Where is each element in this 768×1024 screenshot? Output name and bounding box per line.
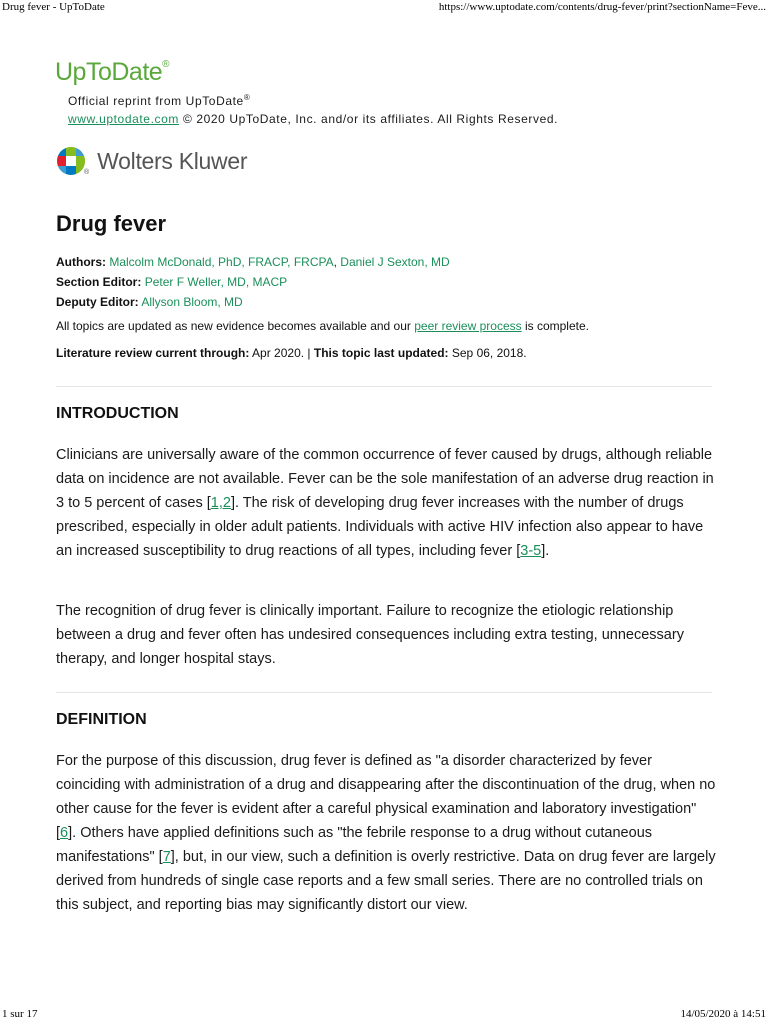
article-title: Drug fever bbox=[56, 211, 167, 236]
copyright-line bbox=[68, 110, 558, 128]
update-note bbox=[56, 319, 589, 333]
section-editor-row bbox=[56, 272, 450, 292]
print-header-title: Drug fever - UpToDate bbox=[2, 1, 105, 13]
section-editor-link[interactable]: Peter F Weller, MD, MACP bbox=[144, 275, 288, 289]
reprint-line bbox=[68, 89, 558, 110]
reference-link-1-2[interactable]: 1,2 bbox=[210, 495, 231, 511]
page-counter: 1 sur 17 bbox=[2, 1008, 38, 1020]
uptodate-site-link[interactable]: www.uptodate.com bbox=[68, 112, 179, 126]
reprint-mark: ® bbox=[243, 93, 251, 102]
peer-review-link[interactable]: peer review process bbox=[414, 319, 522, 333]
authors-row bbox=[56, 252, 450, 272]
reprint-text: Official reprint from UpToDate bbox=[68, 94, 244, 108]
definition-p1-text-c: ], but, in our view, such a definition is overly restrictive. Data on drug fever are largely derived from hundreds of single case reports and a few small series. There are no controlled trials on this subject, and reporting bias may significantly distort our view. bbox=[56, 849, 716, 913]
print-datetime: 14/05/2020 à 14:51 bbox=[680, 1008, 766, 1020]
lit-review-value: Apr 2020. | bbox=[249, 346, 314, 360]
logo-text: UpToDate bbox=[55, 58, 163, 86]
wolters-kluwer-logo bbox=[56, 146, 247, 176]
definition-paragraph-1 bbox=[56, 749, 716, 917]
article-credits bbox=[56, 252, 450, 312]
last-updated-label: This topic last updated: bbox=[313, 346, 449, 360]
definition-p1-text-a: For the purpose of this discussion, drug fever is defined as "a disorder characterized by fever coinciding with administration of a drug and disappearing after the discontinuation of the drug, when no other cause for the fever is evident after a careful physical examination and laboratory investigation" [ bbox=[56, 753, 716, 841]
copyright-text: © 2020 UpToDate, Inc. and/or its affiliates. All Rights Reserved. bbox=[182, 112, 559, 126]
last-updated-value: Sep 06, 2018. bbox=[448, 346, 527, 360]
lit-review-label: Literature review current through: bbox=[56, 346, 250, 360]
section-heading-definition: DEFINITION bbox=[56, 711, 147, 728]
section-divider bbox=[56, 386, 712, 387]
author-link-sexton[interactable]: Daniel J Sexton, MD bbox=[340, 255, 450, 269]
intro-paragraph-1 bbox=[56, 443, 716, 563]
intro-p1-text-c: ]. bbox=[541, 543, 550, 559]
intro-paragraph-2: The recognition of drug fever is clinically important. Failure to recognize the etiologic relationship between a drug and fever often has undesired consequences including extra testing, unnecessary therapy, and longer hospital stays. bbox=[56, 603, 684, 667]
publisher-mark: ® bbox=[84, 169, 90, 176]
definition-p1-text-b: ]. Others have applied definitions such as "the febrile response to a drug without cutaneous manifestations" [ bbox=[56, 825, 653, 865]
deputy-editor-link[interactable]: Allyson Bloom, MD bbox=[141, 295, 243, 309]
author-link-mcdonald[interactable]: Malcolm McDonald, PhD, FRACP, FRCPA bbox=[109, 255, 334, 269]
reference-link-7[interactable]: 7 bbox=[162, 849, 171, 865]
intro-p1-text-a: Clinicians are universally aware of the common occurrence of fever caused by drugs, although reliable data on incidence are not available. Fever can be the sole manifestation of an adverse drug reaction in 3 to 5 percent of cases [ bbox=[56, 447, 714, 511]
reprint-notice bbox=[68, 89, 558, 128]
review-dates bbox=[56, 346, 527, 360]
wolters-kluwer-globe-icon bbox=[56, 146, 86, 176]
deputy-editor-label: Deputy Editor: bbox=[56, 295, 139, 309]
publisher-name: Wolters Kluwer bbox=[97, 147, 248, 174]
reference-link-3-5[interactable]: 3-5 bbox=[520, 543, 542, 559]
print-header bbox=[0, 1, 768, 13]
intro-p1-text-b: ]. The risk of developing drug fever increases with the number of drugs prescribed, especially in older adult patients. Individuals with active HIV infection also appear to have an increased susceptibility to drug reactions of all types, including fever [ bbox=[56, 495, 704, 559]
uptodate-logo[interactable] bbox=[55, 58, 169, 87]
update-note-text: All topics are updated as new evidence becomes available and our bbox=[56, 319, 415, 333]
deputy-editor-row bbox=[56, 292, 450, 312]
print-footer bbox=[0, 1008, 768, 1020]
section-divider bbox=[56, 692, 712, 693]
print-header-url: https://www.uptodate.com/contents/drug-fever/print?sectionName=Feve... bbox=[438, 1, 766, 13]
update-note-end: is complete. bbox=[521, 319, 589, 333]
authors-label: Authors: bbox=[56, 255, 106, 269]
reference-link-6[interactable]: 6 bbox=[60, 825, 69, 841]
author-separator: , bbox=[333, 255, 341, 269]
section-editor-label: Section Editor: bbox=[56, 275, 142, 289]
logo-mark: ® bbox=[162, 58, 170, 70]
section-heading-introduction: INTRODUCTION bbox=[56, 405, 179, 422]
